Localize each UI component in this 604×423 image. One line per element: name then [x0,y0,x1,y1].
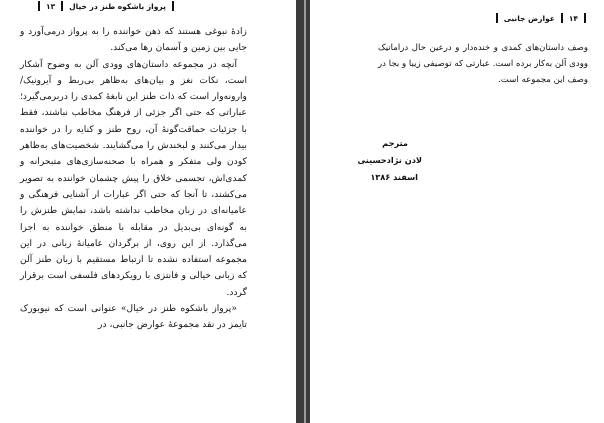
left-page [0,0,296,423]
page-number: ۱۴ [568,13,578,23]
paragraph: «پرواز باشکوه طنز در خیال» عنوانی است که نیویورک تایمز در نقد مجموعهٔ عوارض جانبی، در [20,303,247,331]
translator-name: لادن نژادحسینی [357,155,422,165]
book-spine [296,0,310,423]
header-bar [61,1,63,11]
running-title: عوارض جانبی [503,13,555,23]
page-number: ۱۳ [46,1,56,11]
translator-label: مترجم [382,138,408,148]
paragraph: آنچه در مجموعه داستان‌های وودی آلن به وضوح آشکار است، نکات نغز و بیان‌های به‌ظاهر بی‌ربط و آیرونیک/وارونه‌وار است که ذات طنز این نابغهٔ کمدی را دربرمی‌گیرد؛ عباراتی که حتی اگر جزئی از فرهنگ مخاطب نباشند، فقط با جزئیات حماقت‌گونهٔ آن، روح طنز و کنایه را در خواننده بیدار می‌کنند و لبخندش را می‌گشایند. شخصیت‌های به‌ظاهر کودن ولی متفکر و همراه با صحنه‌سازی‌های متبحرانه و کمدی‌اش، تجسمی خلاق را پیش چشمان خواننده به تصویر می‌کشند، تا آنجا که حتی اگر عبارات ار آشنایی فرهنگی و عامیانه‌ای در زبان مخاطب نداشته باشد، نمایش طنزش را به گونه‌ای بی‌بدیل در مقابله با منطق خواننده به اجرا می‌گذارد. از این روی، از برگردان عامیانهٔ زبانی در این مجموعه استفاده نشده تا ارتباط مستقیم با زبان طنز آلن که زبانی خیالی و فانتزی با رویکردهای فلسفی است برقرار گردد. [20,58,247,298]
spine-gutter-line [304,0,306,423]
right-body-text [378,40,588,88]
left-body-text [20,24,247,334]
paragraph: وصف داستان‌های کمدی و خنده‌دار و درعین حال دراماتیک وودی آلن به‌کار برده است. عبارتی که توصیفی زیبا و بجا در وصف این مجموعه است. [378,43,588,85]
header-bar [496,13,498,23]
translation-date: اسفند ۱۳۸۶ [370,172,418,182]
header-bar [38,1,40,11]
left-running-head [38,1,174,11]
right-page [310,0,604,423]
paragraph: زادهٔ نبوغی هستند که ذهن خواننده را به پرواز درمی‌آورد و جایی بین زمین و آسمان رها می‌کند. [20,26,247,54]
right-running-head [496,13,586,23]
header-bar [172,1,174,11]
header-bar [584,13,586,23]
running-title: پرواز باشکوه طنز در خیال [69,1,166,11]
header-bar [561,13,563,23]
